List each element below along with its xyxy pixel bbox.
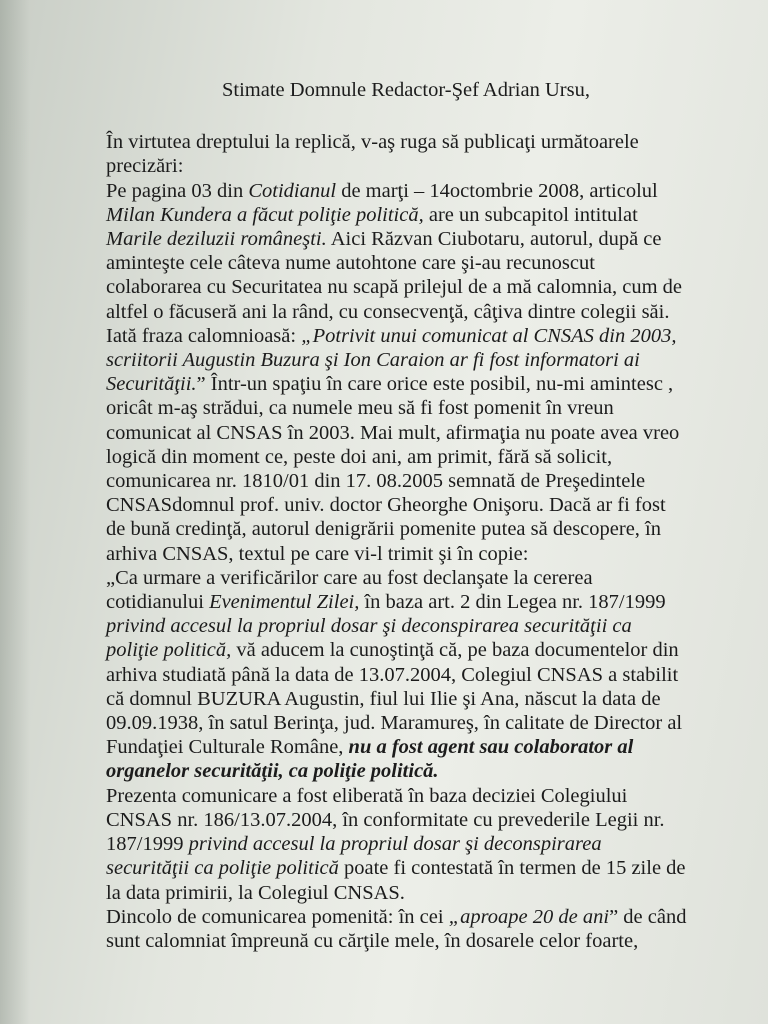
text-segment: Securităţii. [106,373,197,396]
text-segment: privind accesul la propriul dosar şi deconspirarea securităţii ca [106,615,632,638]
text-line [106,590,746,614]
text-segment: securităţii ca poliţie politică [106,857,339,880]
text-segment: colaborarea cu Securitatea nu scapă prilejul de a mă calomnia, cum de [106,276,683,299]
text-line [106,638,746,662]
text-segment: precizări: [106,155,184,178]
text-line [106,179,746,203]
text-line [106,251,746,275]
text-segment: Pe pagina 03 din [106,179,249,202]
text-line [106,614,746,638]
text-line [106,542,746,566]
text-segment: arhiva CNSAS, textul pe care vi-l trimit şi în copie: [106,542,529,565]
text-segment: că domnul BUZURA Augustin, fiul lui Ilie şi Ana, născut la data de [106,687,661,710]
text-segment: 187/1999 [106,833,189,856]
text-segment: logică din moment ce, peste doi ani, am primit, fără să solicit, [106,445,613,468]
text-segment: ” Într-un spaţiu în care orice este posibil, nu-mi amintesc , [196,373,674,396]
text-segment: arhiva studiată până la data de 13.07.2004, Colegiul CNSAS a stabilit [106,663,679,686]
text-segment: Cotidianul [248,179,337,202]
text-line [106,300,746,324]
text-segment: „Potrivit unui comunicat al CNSAS din 2003, [301,324,677,347]
text-line [106,784,746,808]
text-line [106,130,746,154]
text-segment: organelor securităţii, ca poliţie politică. [106,760,439,783]
text-line [106,421,746,445]
text-line [106,929,746,953]
text-segment: Prezenta comunicare a fost eliberată în baza deciziei Colegiului [106,784,628,807]
text-segment: scriitorii Augustin Buzura şi Ion Caraion ar fi fost informatori ai [106,349,640,372]
text-segment: ” de când [609,905,687,928]
text-segment: Evenimentul Zilei, [209,591,360,614]
text-segment: are un subcapitol intitulat [423,203,638,226]
text-line [106,832,746,856]
text-line [106,203,746,227]
text-segment: vă aducem la cunoştinţă că, pe baza documentelor din [231,639,679,662]
text-line [106,275,746,299]
text-line [106,663,746,687]
text-line [106,881,746,905]
text-line [106,396,746,420]
text-segment: în baza art. 2 din Legea nr. 187/1999 [359,591,666,614]
text-line [106,905,746,929]
text-segment: poliţie politică, [106,639,232,662]
text-line [106,808,746,832]
text-segment: comunicat al CNSAS în 2003. Mai mult, afirmaţia nu poate avea vreo [106,421,680,444]
text-line [106,154,746,178]
text-line [106,687,746,711]
text-segment: „Ca urmare a verificărilor care au fost declanşate la cererea [106,566,593,589]
text-segment: de marţi – 14octombrie 2008, articolul [336,179,658,202]
text-segment: Milan Kundera a făcut poliţie politică, [106,203,424,226]
letter-text-lines [106,130,746,953]
text-line [106,566,746,590]
text-line [106,445,746,469]
text-line [106,856,746,880]
text-segment: privind accesul la propriul dosar şi deconspirarea [188,833,602,856]
text-line [106,372,746,396]
text-segment: poate fi contestată în termen de 15 zile de [338,857,686,880]
text-segment: oricât m-aş strădui, ca numele meu să fi fost pomenit în vreun [106,397,614,420]
text-segment: 09.09.1938, în satul Berinţa, jud. Maramureş, în calitate de Director al [106,712,683,735]
text-line [106,711,746,735]
text-segment: altfel o făcuseră ani la rând, cu consecvenţă, câţiva dintre colegii săi. [106,300,670,323]
text-line [106,493,746,517]
text-line [106,469,746,493]
text-segment: la data primirii, la Colegiul CNSAS. [106,881,405,904]
salutation: Stimate Domnule Redactor-Şef Adrian Ursu, [222,79,590,101]
text-segment: de bună credinţă, autorul denigrării pomenite putea să descopere, în [106,518,661,541]
text-segment: CNSAS nr. 186/13.07.2004, în conformitate cu prevederile Legii nr. [106,808,665,831]
text-segment: Aici Răzvan Ciubotaru, autorul, după ce [326,228,662,251]
text-segment: aminteşte cele câteva nume autohtone care şi-au recunoscut [106,252,595,275]
text-segment: CNSASdomnul prof. univ. doctor Gheorghe Onişoru. Dacă ar fi fost [106,494,666,517]
text-segment: Iată fraza calomnioasă: [106,324,302,347]
text-segment: comunicarea nr. 1810/01 din 17. 08.2005 semnată de Preşedintele [106,470,646,493]
text-segment: sunt calomniat împreună cu cărţile mele, în dosarele celor foarte, [106,929,639,952]
letter-body [106,78,746,953]
text-segment: Dincolo de comunicarea pomenită: în cei [106,905,449,928]
text-line [106,324,746,348]
text-segment: cotidianului [106,591,210,614]
text-segment: În virtutea dreptului la replică, v-aş ruga să publicaţi următoarele [106,131,639,154]
text-segment: Fundaţiei Culturale Române, [106,736,349,759]
text-line [106,735,746,759]
text-line [106,227,746,251]
text-segment: „aproape 20 de ani [448,905,610,928]
text-line [106,759,746,783]
page-shadow [0,0,30,1024]
text-line [106,348,746,372]
text-segment: nu a fost agent sau colaborator al [348,736,634,759]
text-line [106,517,746,541]
text-segment: Marile deziluzii româneşti. [106,228,327,251]
